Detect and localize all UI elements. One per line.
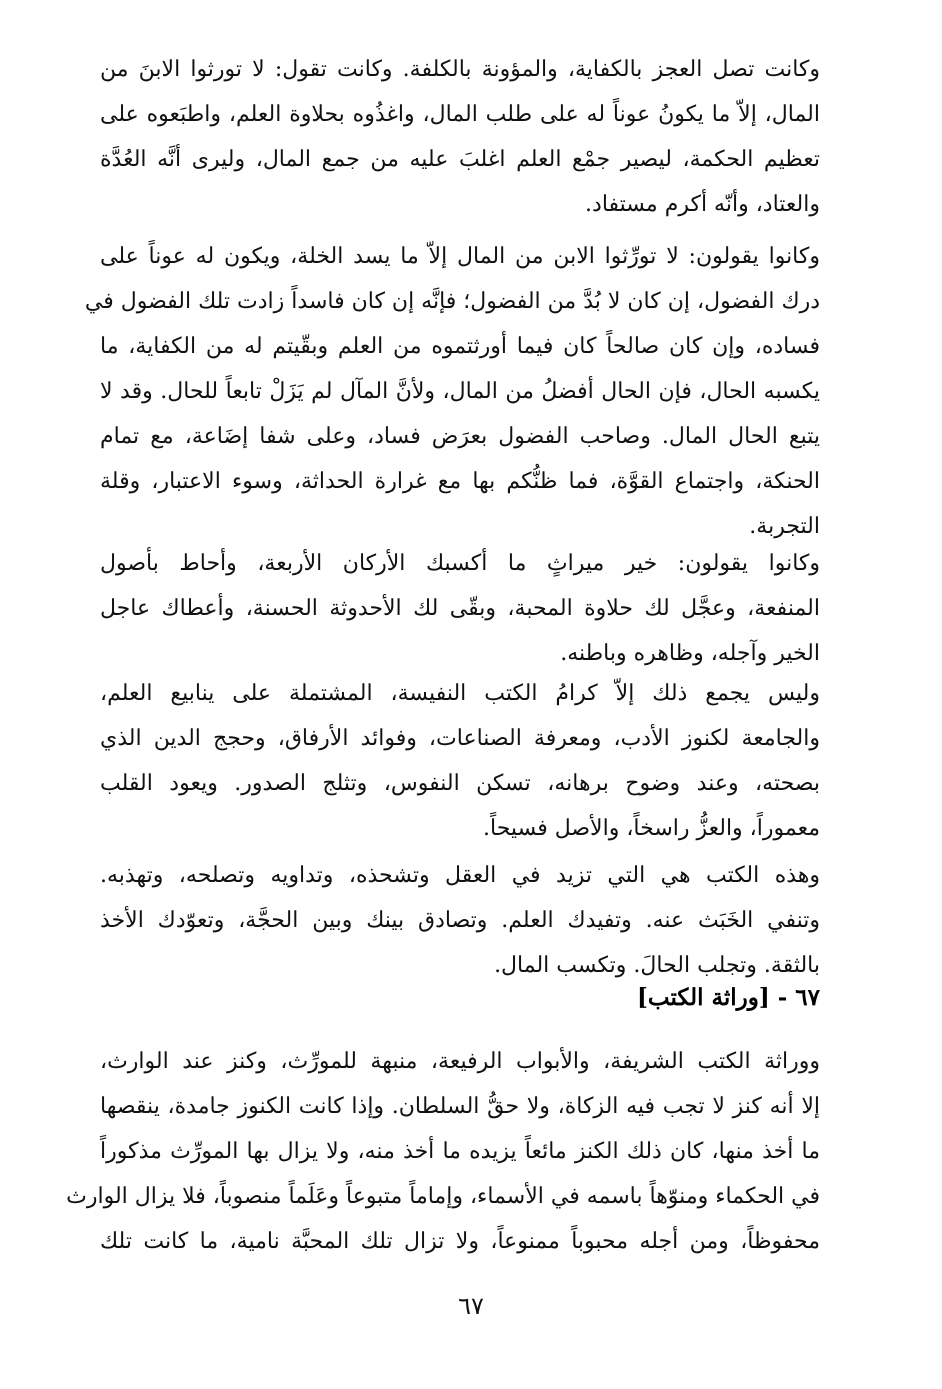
- paragraph-line: تعظيم الحكمة، ليصير جمْع العلم اغلبَ عليه من جمع المال، وليرى أنَّه العُدَّة: [100, 147, 820, 172]
- paragraph-line: بالثقة. وتجلب الحالَ. وتكسب المال.: [494, 953, 820, 978]
- paragraph-line: المال، إلاّ ما يكونُ عوناً له على طلب المال، واغذُوه بحلاوة العلم، واطبَعوه على: [100, 102, 820, 127]
- paragraph-line: وتنفي الخَبَث عنه. وتفيدك العلم. وتصادق بينك وبين الحجَّة، وتعوّدك الأخذ: [100, 908, 820, 933]
- paragraph-4: [100, 671, 820, 851]
- paragraph-line: يكسبه الحال، فإن الحال أفضلُ من المال، ولأنَّ المآل لم يَزَلْ تابعاً للحال. وقد لا: [100, 379, 820, 404]
- paragraph-1: [100, 47, 820, 227]
- paragraph-line: والعتاد، وأنّه أكرم مستفاد.: [585, 192, 820, 217]
- paragraph-line: ووراثة الكتب الشريفة، والأبواب الرفيعة، منبهة للمورِّث، وكنز عند الوارث،: [100, 1049, 820, 1074]
- paragraph-line: يتبع الحال المال. وصاحب الفضول بعرَض فساد، وعلى شفا إضَاعة، مع تمام: [100, 424, 820, 449]
- paragraph-line: وكانت تصل العجز بالكفاية، والمؤونة بالكلفة. وكانت تقول: لا تورثوا الابنَ من: [100, 57, 820, 82]
- paragraph-line: وهذه الكتب هي التي تزيد في العقل وتشحذه، وتداويه وتصلحه، وتهذبه.: [100, 863, 821, 888]
- paragraph-line: ما أخذ منها، كان ذلك الكنز مائعاً يزيده ما أخذ منه، ولا يزال بها المورِّث مذكوراً: [100, 1139, 820, 1164]
- paragraph-6: [66, 1039, 820, 1264]
- paragraph-line: الخير وآجله، وظاهره وباطنه.: [560, 641, 820, 666]
- paragraph-line: معموراً، والعزُّ راسخاً، والأصل فسيحاً.: [483, 816, 820, 841]
- paragraph-line: فساده، وإن كان صالحاً كان فيما أورثتموه من العلم وبقّيتم له من الكفاية، ما: [100, 334, 820, 359]
- paragraph-line: وكانوا يقولون: خير ميراثٍ ما أكسبك الأركان الأربعة، وأحاط بأصول: [100, 551, 820, 576]
- paragraph-line: المنفعة، وعجَّل لك حلاوة المحبة، وبقّى لك الأحدوثة الحسنة، وأعطاك عاجل: [100, 596, 820, 621]
- paragraph-line: في الحكماء ومنوّهاً باسمه في الأسماء، وإماماً متبوعاً وعَلَماً منصوباً، فلا يزال الوارث: [66, 1184, 820, 1209]
- page-number: ٦٧: [458, 1292, 484, 1320]
- paragraph-line: الحنكة، واجتماع القوَّة، فما ظنُّكم بها مع غرارة الحداثة، وسوء الاعتبار، وقلة: [100, 469, 820, 494]
- paragraph-5: [100, 853, 820, 988]
- paragraph-3: [100, 541, 820, 676]
- paragraph-line: بصحته، وعند وضوح برهانه، تسكن النفوس، وتثلج الصدور. ويعود القلب: [100, 771, 820, 796]
- paragraph-2: [84, 234, 820, 549]
- paragraph-line: وكانوا يقولون: لا تورِّثوا الابن من المال إلاّ ما يسد الخلة، ويكون له عوناً على: [100, 244, 820, 269]
- paragraph-line: إلا أنه كنز لا تجب فيه الزكاة، ولا حقُّ السلطان. وإذا كانت الكنوز جامدة، ينقصها: [100, 1094, 820, 1119]
- paragraph-line: التجربة.: [749, 514, 820, 539]
- paragraph-line: درك الفضول، إن كان لا بُدَّ من الفضول؛ فإنَّه إن كان فاسداً زادت تلك الفضول في: [84, 289, 820, 314]
- paragraph-line: والجامعة لكنوز الأدب، ومعرفة الصناعات، وفوائد الأرفاق، وحجج الدين الذي: [100, 726, 820, 751]
- paragraph-line: وليس يجمع ذلك إلاّ كرامُ الكتب النفيسة، المشتملة على ينابيع العلم،: [100, 681, 820, 706]
- paragraph-line: محفوظاً، ومن أجله محبوباً ممنوعاً، ولا تزال تلك المحبَّة نامية، ما كانت تلك: [100, 1229, 820, 1254]
- section-heading: ٦٧ - [وراثة الكتب]: [636, 984, 820, 1011]
